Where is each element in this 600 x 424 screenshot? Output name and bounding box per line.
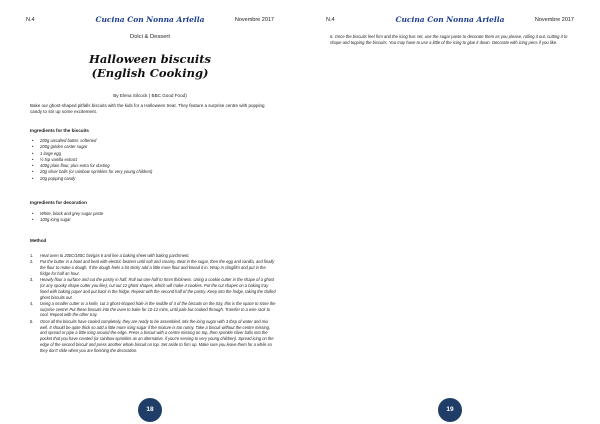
method-step-text: Heat oven to 200C/180C fan/gas 6 and line a baking sheet with baking parchment. [40,253,190,258]
ingredients-heading: Ingredients for the biscuits [30,128,89,133]
right-page [300,0,600,424]
list-item: • 100g icing sugar [30,217,103,223]
method-step: 5. Once all the biscuits have cooled completely, they are ready to be assembled. Mix the icing sugar with 3 tbsp of water and mix well. It should be quite thick so add a little more icing sugar if the mixture is too runny. Take a biscuit without the centre missing, and spread or pipe a little icing around the edge. Press a biscuit with a centre missing on top, then sprinkle silver balls into the pocket that you have created (or rainbow sprinkles as an alternative, if you're serving to very young children). Spread icing on the edge of the second biscuit and press another whole biscuit on top. Set aside to firm up. Make sure you leave them for a while so they don't slide when you are finishing the decoration. [30,318,274,353]
method-step-text: Heavily flour a surface and cut the pastry in half. Roll out one half to 5mm thickness. Using a cookie cutter in the shape of a ghost (or any spooky shape cutter you like), cut out 12 ghost shapes, which will make 4 cookies. Put the cut shapes on a baking tray lined with baking paper and put back in the fridge. Repeat with the second half of the pastry. Keep into the fridge, taking the chilled ghost biscuits out. [40,277,276,300]
magazine-title: Cucina Con Nonna Ariella [395,15,505,24]
magazine-title: Cucina Con Nonna Ariella [95,15,205,24]
intro-paragraph: Bake our ghost-shaped pitfalls biscuits with the kids for a Halloween treat. They feature a surprise centre with popping candy to stir up some excitement. [30,103,265,115]
list-item: • 200g unsalted butter, softened [30,138,152,144]
method-heading: Method [30,238,47,243]
method-step: 2. Put the butter in a bowl and beat with electric beaters until soft and creamy. Beat in the sugar, then the egg and vanilla, and finally the flour to make a dough. If the dough feels a bit sticky add a little more flour and knead it in. Wrap in clingfilm and put in the fridge for half an hour. [30,259,275,276]
method-step-text: Put the butter in a bowl and beat with electric beaters until soft and creamy. Beat in the sugar, then the egg and vanilla, and finally the flour to make a dough. If the dough feels a bit sticky add a little more flour and knead it in. Wrap in clingfilm and put in the fridge for half an hour. [40,259,275,276]
list-item: • 200g golden caster sugar [30,144,152,150]
byline: By Elena Silcock ( BBC Good Food) [113,93,187,98]
list-item: • ½ tsp vanilla extract [30,157,152,163]
list-item: • 400g plain flour, plus extra for dusting [30,163,152,169]
list-item: • 1 large egg [30,151,152,157]
issue-date: Novembre 2017 [234,17,274,23]
method-step: 3. Heavily flour a surface and cut the pastry in half. Roll out one half to 5mm thickness. Using a cookie cutter in the shape of a ghost (or any spooky shape cutter you like), cut out 12 ghost shapes, which will make 4 cookies. Put the cut shapes on a baking tray lined with baking paper and put back in the fridge. Repeat with the second half of the pastry. Keep into the fridge, taking the chilled ghost biscuits out. [30,277,276,300]
list-item: • White, black and grey sugar paste [30,211,103,217]
article [30,0,276,424]
page-number-badge: 18 [138,398,162,422]
decoration-list [30,211,103,224]
page-header [326,17,574,29]
section-label: Dolci & Dessert [130,34,170,40]
method-step-text: Once all the biscuits have cooled completely, they are ready to be assembled. Mix the icing sugar with 3 tbsp of water and mix well. It should be quite thick so add a little more icing sugar if the mixture is too runny. Take a biscuit without the centre missing, and spread or pipe a little icing around the edge. Press a biscuit with a centre missing on top, then sprinkle silver balls into the pocket that you have created (or rainbow sprinkles as an alternative, if you're serving to very young children). Spread icing on the edge of the second biscuit and press another whole biscuit on top. Set aside to firm up. Make sure you leave them for a while so they don't slide when you are finishing the decoration. [40,318,274,353]
recipe-title [30,52,270,80]
ingredients-list [30,138,152,182]
page-number-badge: 19 [438,398,462,422]
recipe-title-line2: (English Cooking) [91,66,209,80]
issue-date: Novembre 2017 [534,17,574,23]
list-item: • 20g popping candy [30,176,152,182]
method-step: 1. Heat oven to 200C/180C fan/gas 6 and line a baking sheet with baking parchment. [30,253,190,258]
list-item: • 20g silver balls (or rainbow sprinkles for very young children) [30,169,152,175]
method-step-text: Using a smaller cutter or a knife, cut a ghost-shaped hole in the middle of 4 of the biscuits on the tray, this is the space to store the surprise centre! Put these biscuits into the oven to bake for 10-12 mins, until pale but cooked through. Transfer to a wire rack to cool. Repeat with the other tray. [40,300,276,318]
decoration-heading: Ingredients for decoration [30,200,87,205]
recipe-title-line1: Halloween biscuits [88,52,212,66]
method-list [30,253,276,354]
issue-number: N.4 [326,17,335,23]
method-step: 4. Using a smaller cutter or a knife, cut a ghost-shaped hole in the middle of 4 of the biscuits on the tray, this is the space to store the surprise centre! Put these biscuits into the oven to bake for 10-12 mins, until pale but cooked through. Transfer to a wire rack to cool. Repeat with the other tray. [30,300,276,318]
method-continuation: 6. Once the biscuits feel firm and the icing has set, use the sugar paste to decorate them as you please, rolling it out, cutting it to shape and topping the biscuits. You may have to use a little of the icing to glue it down. Decorate with icing pens if you like. [330,34,568,45]
issue-number: N.4 [26,17,35,23]
